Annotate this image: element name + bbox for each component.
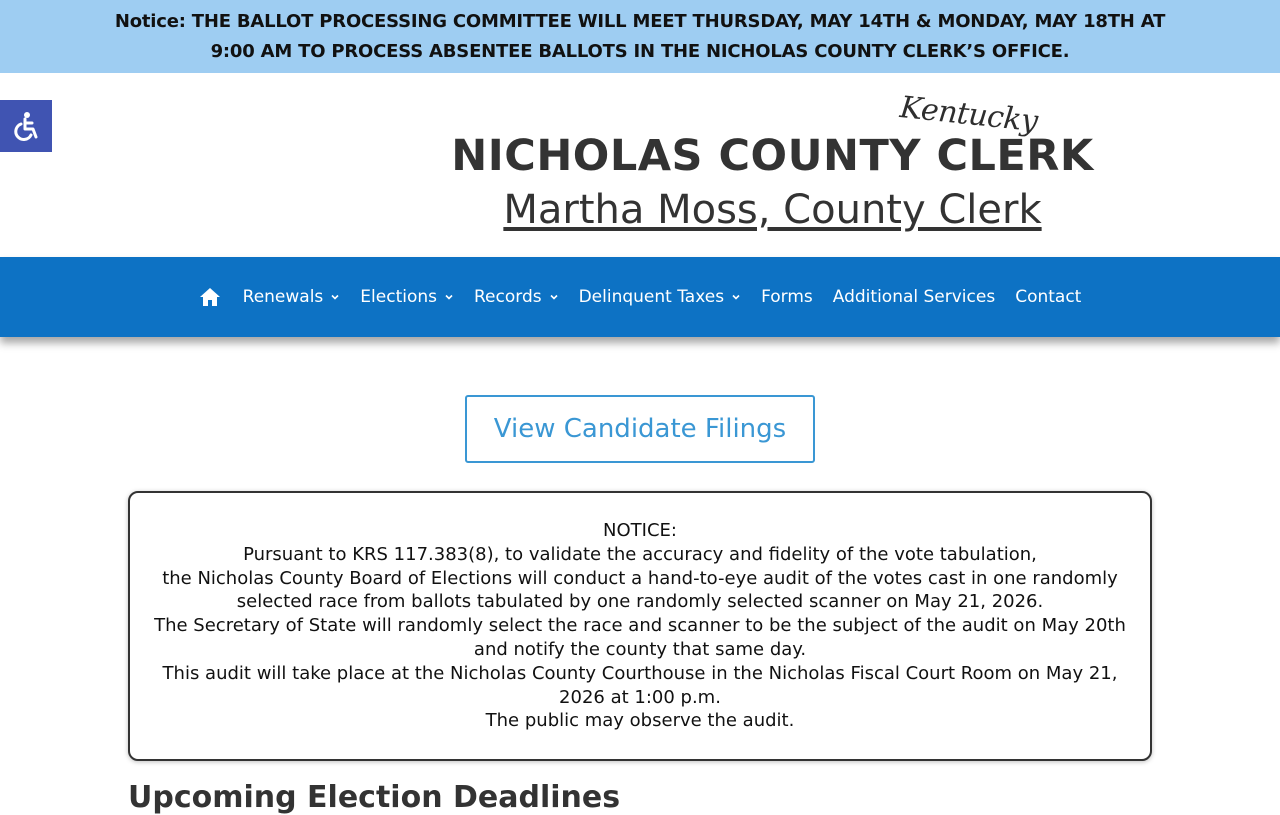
chevron-down-icon [731,292,741,302]
nav-item-label: Forms [761,287,813,307]
home-icon [199,287,221,307]
site-header [0,73,1280,257]
announcement-bar [0,0,1280,73]
notice-heading: NOTICE: [603,520,677,541]
nav-item-label: Records [474,287,542,307]
nav-item-label: Elections [360,287,437,307]
nav-item-renewals[interactable] [243,287,341,307]
chevron-down-icon [549,292,559,302]
chevron-down-icon [444,292,454,302]
notice-line: This audit will take place at the Nicholas County Courthouse in the Nicholas Fiscal Court Room on May 21, 2026 at 1:00 p.m. [162,662,1118,708]
nav-item-label: Contact [1015,287,1082,307]
upcoming-deadlines-heading: Upcoming Election Deadlines [128,780,621,815]
nav-home-link[interactable] [199,287,221,307]
nav-item-records[interactable] [474,287,559,307]
nav-item-contact[interactable] [1015,287,1081,307]
nav-item-label: Delinquent Taxes [578,287,725,307]
site-title: NICHOLAS COUNTY CLERK [451,131,1094,181]
nav-item-delinquent-taxes[interactable] [579,287,741,307]
state-tagline: Kentucky [898,90,1040,140]
notice-line: The public may observe the audit. [485,710,795,732]
main-navigation [0,257,1280,337]
audit-notice-box [128,491,1152,761]
notice-line: The Secretary of State will randomly select the race and scanner to be the subject of the audit on May 20th and notify the county that same day. [154,615,1126,660]
notice-line: the Nicholas County Board of Elections will conduct a hand-to-eye audit of the votes cast in one randomly selected race from ballots tabulated by one randomly selected scanner on May 21, 2026. [162,567,1118,613]
nav-item-forms[interactable] [761,287,813,307]
nav-menu [189,287,1092,307]
clerk-name-link[interactable]: Martha Moss, County Clerk [503,187,1042,233]
view-candidate-filings-button[interactable]: View Candidate Filings [465,395,815,463]
nav-item-label: Renewals [242,287,324,307]
chevron-down-icon [330,292,340,302]
notice-line: Pursuant to KRS 117.383(8), to validate the accuracy and fidelity of the vote tabulation, [243,543,1037,565]
announcement-text: Notice: THE BALLOT PROCESSING COMMITTEE WILL MEET THURSDAY, MAY 14TH & MONDAY, MAY 18TH AT 9:00 AM TO PROCESS ABSENTEE BALLOTS IN THE NICHOLAS COUNTY CLERK’S OFFICE. [114,10,1166,62]
wheelchair-icon [10,110,42,142]
accessibility-toggle-button[interactable] [0,100,52,152]
nav-item-label: Additional Services [832,287,996,307]
nav-item-elections[interactable] [360,287,454,307]
nav-item-additional-services[interactable] [833,287,995,307]
